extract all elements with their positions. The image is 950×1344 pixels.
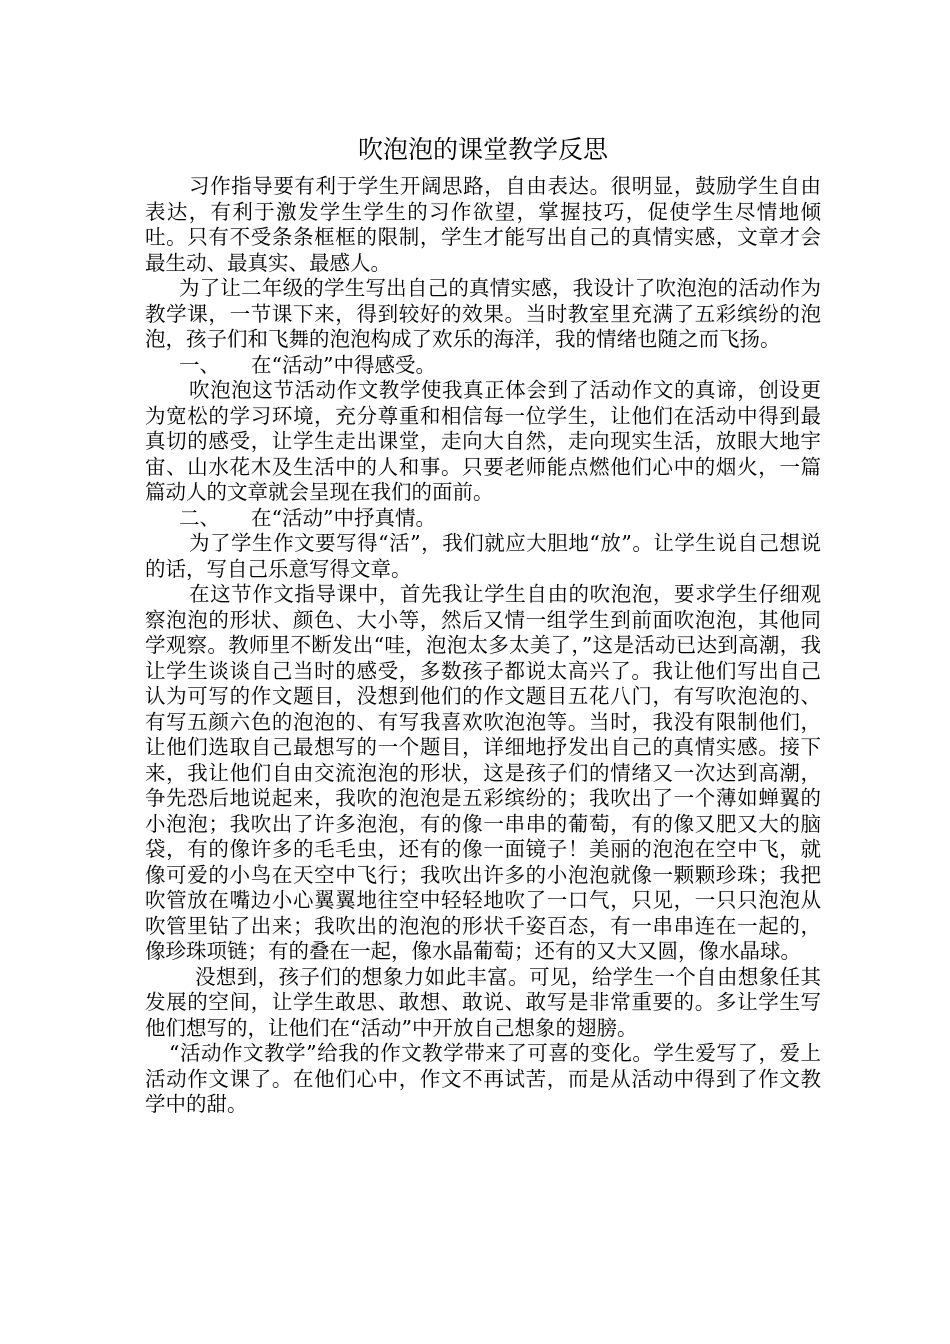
section-heading [145,506,821,532]
section-number: 二、 [179,505,220,530]
body-paragraph: 在这节作文指导课中，首先我让学生自由的吹泡泡，要求学生仔细观察泡泡的形状、颜色、大小等，然后又情一组学生到前面吹泡泡，其他同学观察。教师里不断发出“哇，泡泡太多太美了，”这是活动已达到高潮，我让学生谈谈自己当时的感受，多数孩子都说太高兴了。我让他们写出自己认为可写的作文题目，没想到他们的作文题目五花八门，有写吹泡泡的、有写五颜六色的泡泡的、有写我喜欢吹泡泡等。当时，我没有限制他们，让他们选取自己最想写的一个题目，详细地抒发出自己的真情实感。接下来，我让他们自由交流泡泡的形状，这是孩子们的情绪又一次达到高潮，争先恐后地说起来，我吹的泡泡是五彩缤纷的；我吹出了一个薄如蝉翼的小泡泡；我吹出了许多泡泡，有的像一串串的葡萄，有的像又肥又大的脑袋，有的像许多的毛毛虫，还有的像一面镜子！美丽的泡泡在空中飞，就像可爱的小鸟在天空中飞行；我吹出许多的小泡泡就像一颗颗珍珠；我把吹管放在嘴边小心翼翼地往空中轻轻地吹了一口气，只见，一只只泡泡从吹管里钻了出来；我吹出的泡泡的形状千姿百态，有一串串连在一起的，像珍珠项链；有的叠在一起，像水晶葡萄；还有的又大又圆，像水晶球。 [145,582,821,963]
body-paragraph: 习作指导要有利于学生开阔思路，自由表达。很明显，鼓励学生自由表达，有利于激发学生学生的习作欲望，掌握技巧，促使学生尽情地倾吐。只有不受条条框框的限制，学生才能写出自己的真情实感，文章才会最生动、最真实、最感人。 [145,174,821,275]
document-page [145,130,821,1118]
document-body [145,174,821,1118]
body-paragraph: 为了学生作文要写得“活”，我们就应大胆地“放”。让学生说自己想说的话，写自己乐意写得文章。 [145,531,821,581]
section-number: 一、 [179,352,220,377]
section-heading-text: 在“活动”中抒真情。 [251,505,436,530]
body-paragraph: 为了让二年级的学生写出自己的真情实感，我设计了吹泡泡的活动作为教学课，一节课下来，得到较好的效果。当时教室里充满了五彩缤纷的泡泡，孩子们和飞舞的泡泡构成了欢乐的海洋，我的情绪也随之而飞扬。 [145,276,821,351]
body-paragraph: 没想到，孩子们的想象力如此丰富。可见，给学生一个自由想象任其发展的空间，让学生敢思、敢想、敢说、敢写是非常重要的。多让学生写他们想写的，让他们在“活动”中开放自己想象的翅膀。 [145,964,821,1040]
section-heading [145,353,821,379]
document-title: 吹泡泡的课堂教学反思 [357,135,608,164]
section-heading-text: 在“活动”中得感受。 [251,352,436,377]
body-paragraph: “活动作文教学”给我的作文教学带来了可喜的变化。学生爱写了，爱上活动作文课了。在他们心中，作文不再试苦，而是从活动中得到了作文教学中的甜。 [145,1041,821,1116]
body-paragraph: 吹泡泡这节活动作文教学使我真正体会到了活动作文的真谛，创设更为宽松的学习环境，充分尊重和相信每一位学生，让他们在活动中得到最真切的感受，让学生走出课堂，走向大自然，走向现实生活，放眼大地宇宙、山水花木及生活中的人和事。只要老师能点燃他们心中的烟火，一篇篇动人的文章就会呈现在我们的面前。 [145,378,821,504]
